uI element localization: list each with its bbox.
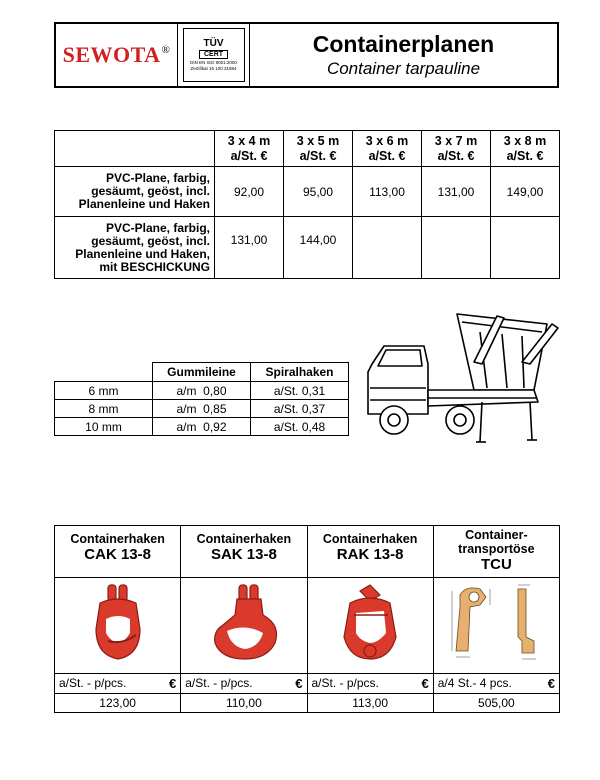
product-header-tcu: Container- transportöse TCU — [433, 526, 559, 578]
tarp-price-cell — [422, 217, 491, 279]
tarp-price-cell: 113,00 — [353, 167, 422, 217]
table-row — [55, 418, 349, 436]
tarp-col-header: 3 x 8 m a/St. € — [491, 131, 560, 167]
product-image-cell — [433, 578, 559, 674]
hook-price: a/St. 0,31 — [251, 382, 349, 400]
brand-logo: SEWOTA® — [62, 42, 171, 67]
product-price: 505,00 — [433, 694, 559, 713]
table-row — [55, 217, 560, 279]
rope-col-header: Spiralhaken — [251, 363, 349, 382]
skip-truck-illustration — [362, 302, 562, 457]
page-title: Containerplanen — [312, 31, 495, 57]
product-image-cell — [307, 578, 433, 674]
rope-header-row — [55, 363, 349, 382]
tarp-col-header: 3 x 5 m a/St. € — [284, 131, 353, 167]
tuv-cert-logo — [183, 28, 245, 82]
tarp-header-empty — [55, 131, 215, 167]
tuv-certificate-number: Zertifikat 15 100 31984 — [190, 65, 237, 71]
rope-col-header: Gummileine — [153, 363, 251, 382]
container-hooks-table — [54, 525, 560, 713]
price-label-cell: a/St. - p/pcs. € — [55, 674, 181, 694]
hook-cak-icon — [78, 581, 158, 667]
tarp-price-cell — [491, 217, 560, 279]
tarp-col-header: 3 x 7 m a/St. € — [422, 131, 491, 167]
rope-size: 10 mm — [55, 418, 153, 436]
table-row — [55, 382, 349, 400]
hook-price: a/St. 0,37 — [251, 400, 349, 418]
product-header-rak: Containerhaken RAK 13-8 — [307, 526, 433, 578]
table-row — [55, 400, 349, 418]
tarp-col-header: 3 x 4 m a/St. € — [215, 131, 284, 167]
product-image-cell — [181, 578, 307, 674]
transport-eye-drawing — [446, 581, 546, 667]
tarp-price-cell — [353, 217, 422, 279]
brand-cell — [56, 24, 178, 86]
product-price: 113,00 — [307, 694, 433, 713]
hook-sak-icon — [201, 581, 287, 667]
tarp-col-header: 3 x 6 m a/St. € — [353, 131, 422, 167]
product-header-sak: Containerhaken SAK 13-8 — [181, 526, 307, 578]
tarp-price-cell: 144,00 — [284, 217, 353, 279]
table-row — [55, 167, 560, 217]
hook-rak-icon — [330, 581, 410, 667]
hooks-header-row — [55, 526, 560, 578]
page-subtitle: Container tarpauline — [326, 59, 481, 78]
product-image-cell — [55, 578, 181, 674]
price-label-cell: a/St. - p/pcs. € — [181, 674, 307, 694]
rope-price: a/m 0,85 — [153, 400, 251, 418]
hooks-image-row — [55, 578, 560, 674]
product-header-cak: Containerhaken CAK 13-8 — [55, 526, 181, 578]
rope-price: a/m 0,92 — [153, 418, 251, 436]
header — [54, 22, 559, 88]
tarp-price-cell: 131,00 — [422, 167, 491, 217]
hook-price: a/St. 0,48 — [251, 418, 349, 436]
rope-price: a/m 0,80 — [153, 382, 251, 400]
hooks-label-row — [55, 674, 560, 694]
tuv-standard: DIN EN ISO 9001:2000 — [190, 59, 237, 65]
tarp-header-row — [55, 131, 560, 167]
tarp-price-cell: 149,00 — [491, 167, 560, 217]
tarp-price-table — [54, 130, 560, 279]
rope-header-empty — [55, 363, 153, 382]
tarp-price-cell: 95,00 — [284, 167, 353, 217]
hooks-price-row — [55, 694, 560, 713]
product-price: 110,00 — [181, 694, 307, 713]
tarp-row-description: PVC-Plane, farbig, gesäumt, geöst, incl. Planenleine und Haken — [55, 167, 215, 217]
tarp-row-description: PVC-Plane, farbig, gesäumt, geöst, incl. Planenleine und Haken, mit BESCHICKUNG — [55, 217, 215, 279]
price-label-cell: a/St. - p/pcs. € — [307, 674, 433, 694]
rope-size: 8 mm — [55, 400, 153, 418]
product-price: 123,00 — [55, 694, 181, 713]
title-cell — [250, 24, 557, 86]
price-label-cell: a/4 St.- 4 pcs. € — [433, 674, 559, 694]
tarp-price-cell: 92,00 — [215, 167, 284, 217]
tarp-price-cell: 131,00 — [215, 217, 284, 279]
tuv-cert-label: CERT — [199, 50, 228, 59]
rope-hook-table — [54, 362, 349, 436]
rope-size: 6 mm — [55, 382, 153, 400]
tuv-cell — [178, 24, 250, 86]
tuv-label: TÜV — [203, 37, 224, 49]
